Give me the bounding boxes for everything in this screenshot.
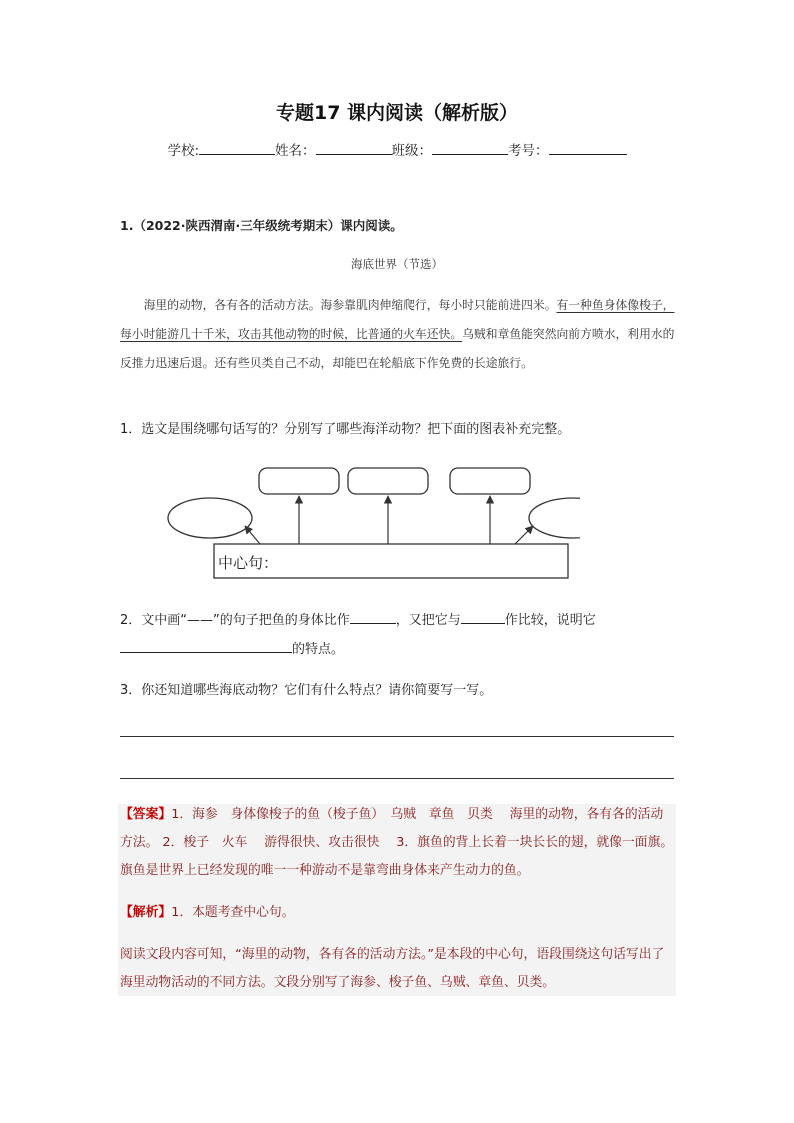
passage-text xyxy=(120,291,676,378)
school-blank[interactable] xyxy=(199,142,275,155)
answer-diagram xyxy=(160,460,580,588)
question-2-part-d: 的特点。 xyxy=(292,642,345,657)
number-blank[interactable] xyxy=(549,142,627,155)
question-heading: 1.（2022·陕西渭南·三年级统考期末）课内阅读。 xyxy=(120,218,403,233)
answer-text xyxy=(120,801,676,885)
q2-blank-1[interactable] xyxy=(350,611,396,624)
diagram-oval-left[interactable] xyxy=(168,498,252,538)
answer-body: 1．海参 身体像梭子的鱼（梭子鱼） 乌贼 章鱼 贝类 海里的动物，各有各的活动方法。 2．梭子 火车 游得很快、攻击很快 3．旗鱼的背上长着一块长长的翅，就像一面旗。旗鱼是世界上已经发现的唯一一种游动不是靠弯曲身体来产生动力的鱼。 xyxy=(120,807,674,878)
student-info-row xyxy=(0,139,794,159)
diagram-box-2[interactable] xyxy=(348,468,428,494)
class-blank[interactable] xyxy=(432,142,508,155)
number-label: 考号： xyxy=(508,143,549,159)
q2-blank-2[interactable] xyxy=(461,611,505,624)
name-blank[interactable] xyxy=(316,142,392,155)
question-2-line-2 xyxy=(120,638,344,657)
question-2-part-a: 2．文中画“——”的句子把鱼的身体比作 xyxy=(120,613,350,628)
diagram-arrow-left xyxy=(245,526,260,544)
analysis-heading xyxy=(120,899,676,927)
page-title: 专题17 课内阅读（解析版） xyxy=(275,102,519,124)
diagram-arrow-right xyxy=(515,526,533,544)
analysis-text: 阅读文段内容可知，“海里的动物，各有各的活动方法。”是本段的中心句，语段围绕这句话写出了海里动物活动的不同方法。文段分别写了海参、梭子鱼、乌贼、章鱼、贝类。 xyxy=(120,947,665,990)
question-2 xyxy=(120,609,596,628)
passage-underlined-sentence: 有一种鱼身体像梭子，每小时能游几十千米，攻击其他动物的时候，比普通的火车还快。 xyxy=(120,298,675,341)
question-2-part-b: ，又把它与 xyxy=(395,613,461,628)
diagram-box-3[interactable] xyxy=(450,468,530,494)
analysis-line-1: 1．本题考查中心句。 xyxy=(171,905,295,920)
question-3: 3．你还知道哪些海底动物？它们有什么特点？请你简要写一写。 xyxy=(120,683,493,698)
q2-blank-3[interactable] xyxy=(120,640,292,653)
diagram-center-label: 中心句： xyxy=(218,554,279,572)
answer-line-1[interactable] xyxy=(120,736,674,737)
passage-text-before: 海里的动物，各有各的活动方法。海参靠肌肉伸缩爬行，每小时只能前进四米。 xyxy=(120,298,557,312)
passage-text-after: 乌贼和章鱼能突然向前方喷水，利用水的反推力迅速后退。还有些贝类自己不动，却能巴在轮船底下作免费的长途旅行。 xyxy=(120,327,675,370)
school-label: 学校: xyxy=(167,143,200,159)
analysis-tag: 【解析】 xyxy=(120,905,172,920)
answer-line-2[interactable] xyxy=(120,778,674,779)
answer-tag: 【答案】 xyxy=(120,807,172,822)
question-1: 1．选文是围绕哪句话写的？分别写了哪些海洋动物？把下面的图表补充完整。 xyxy=(120,422,571,437)
diagram-oval-right[interactable] xyxy=(529,498,580,538)
diagram-box-1[interactable] xyxy=(259,468,339,494)
name-label: 姓名： xyxy=(275,143,316,159)
question-2-part-c: 作比较，说明它 xyxy=(504,613,596,628)
class-label: 班级： xyxy=(391,143,433,159)
passage-title: 海底世界（节选） xyxy=(351,257,443,271)
